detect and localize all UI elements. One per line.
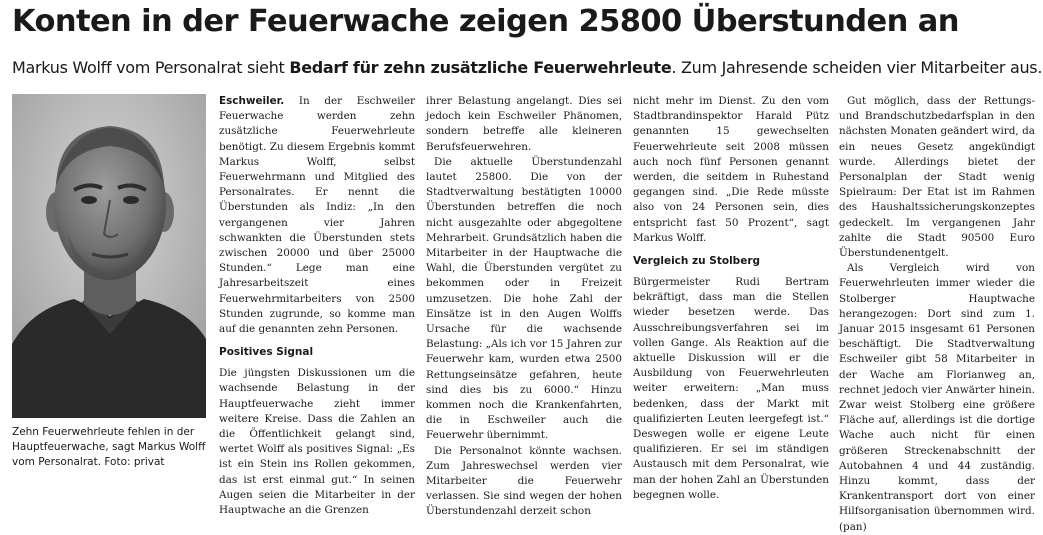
subhead-emphasis: Bedarf für zehn zusätzliche Feuerwehrleute	[289, 58, 672, 77]
paragraph: In der Eschweiler Feuerwache werden zehn zusätzliche Feuerwehrleute benötigt. Zu diesem Ergebnis kommt Markus Wolff, selbst Feuerwehrmann und Mitglied des Personalrates. Er nennt die Überstunden als Indiz: „In den vergangenen vier Jahren schwankten die Überstunden stets zwischen 20000 und über 25000 Stunden.“ Lege man eine Jahresarbeitszeit eines Feuerwehrmitarbeiters von 2500 Stunden zugrunde, so komme man auf die genannten zehn Personen.	[219, 95, 415, 336]
article-column-3	[633, 94, 829, 503]
subhead-intro: Markus Wolff vom Personalrat sieht	[12, 58, 290, 77]
paragraph: Die aktuelle Überstundenzahl lautet 25800. Die von der Stadtverwaltung bestätigten 10000 Überstunden betreffen die noch nicht ausgezahlte oder abgegoltene Mehrarbeit. Grundsätzlich haben die Mitarbeiter in der Hauptwache die Wahl, die Überstunden vergütet zu bekommen oder in Freizeit umzusetzen. Die hohe Zahl der Einsätze ist in den Augen Wolffs Ursache für die wachsende Belastung: „Als ich vor 15 Jahren zur Feuerwehr kam, wurden etwa 2500 Rettungseinsätze gefahren, heute sind dies bis zu 6000.“ Hinzu kommen noch die Krankenfahrten, die in Eschweiler auch die Feuerwehr übernimmt.	[426, 155, 622, 442]
paragraph: Bürgermeister Rudi Bertram bekräftigt, dass man die Stellen wieder besetzen werde. Das Ausschreibungsverfahren sei im vollen Gange. Als Reaktion auf die aktuelle Diskussion will er die Ausbildung von Feuerwehrleuten weiter erweitern: „Man muss bedenken, dass der Markt mit qualifizierten Leuten leergefegt ist.“ Deswegen wolle er eigene Leute qualifizieren. Er sei im ständigen Austausch mit dem Personalrat, wie man der hohen Zahl an Überstunden begegnen wolle.	[633, 276, 829, 501]
subheadline	[12, 57, 1043, 79]
subhead-outro: . Zum Jahresende scheiden vier Mitarbeiter aus.	[671, 58, 1043, 77]
photo-caption: Zehn Feuerwehrleute fehlen in der Hauptfeuerwache, sagt Markus Wolff vom Personalrat. Foto: privat	[12, 426, 206, 468]
paragraph: nicht mehr im Dienst. Zu den vom Stadtbrandinspektor Harald Pütz genannten 15 gewechselten Feuerwehrleute seit 2008 müssen auch noch fünf Personen genannt werden, die seitdem in Ruhestand gegangen sind. „Die Rede müsste also von 24 Personen sein, dies entspricht fast 50 Prozent“, sagt Markus Wolff.	[633, 95, 829, 244]
paragraph: ihrer Belastung angelangt. Dies sei jedoch kein Eschweiler Phänomen, sondern betreffe alle kleineren Berufsfeuerwehren.	[426, 95, 622, 153]
article-column-2	[426, 94, 622, 520]
portrait-image	[12, 94, 206, 418]
section-heading-vergleich: Vergleich zu Stolberg	[633, 255, 761, 268]
paragraph: Die Personalnot könnte wachsen. Zum Jahreswechsel werden vier Mitarbeiter die Feuerwehr verlassen. Sie sind wegen der hohen Überstundenzahl derzeit schon	[426, 444, 622, 518]
paragraph: Die jüngsten Diskussionen um die wachsende Belastung in der Hauptfeuerwache zieht immer weitere Kreise. Dass die Zahlen an die Öffentlichkeit gelangt sind, wertet Wolff als positives Signal: „Es ist ein Stein ins Rollen gekommen, das ist erst einmal gut.“ In seinen Augen seien die Mitarbeiter in der Hauptwache an die Grenzen	[219, 367, 415, 517]
article-column-1	[219, 94, 415, 518]
paragraph: Gut möglich, dass der Rettungs- und Brandschutzbedarfsplan in den nächsten Monaten geändert wird, da ein neues Gesetz angekündigt wurde. Allerdings bietet der Personalplan der Stadt wenig Spielraum: Der Etat ist im Rahmen des Haushaltssicherungskonzeptes gedeckelt. Im vergangenen Jahr zahlte die Stadt 90500 Euro Überstundenentgelt.	[839, 95, 1035, 260]
portrait-photo	[12, 94, 206, 418]
paragraph-text: Als Vergleich wird von Feuerwehrleuten immer wieder die Stolberger Hauptwache herangezogen: Dort sind zum 1. Januar 2015 insgesamt 61 Personen beschäftigt. Die Stadtverwaltung Eschweiler gibt 58 Mitarbeiter in der Wache am Florianweg an, rechnet jedoch vier Anwärter hinein. Zwar weist Stolberg eine größere Fläche auf, allerdings ist die dortige Wache auch nicht für einen größeren Streckenabschnitt der Autobahnen 4 und 44 zuständig. Hinzu kommt, dass der Krankentransport dort von einer Hilfsorganisation übernommen wird.	[839, 262, 1035, 518]
dateline: Eschweiler.	[219, 95, 285, 107]
author-signature: (pan)	[839, 520, 867, 533]
section-heading-positives-signal: Positives Signal	[219, 346, 314, 359]
paragraph	[839, 261, 1035, 535]
headline: Konten in der Feuerwache zeigen 25800 Überstunden an	[12, 4, 959, 39]
article-column-4	[839, 94, 1035, 535]
